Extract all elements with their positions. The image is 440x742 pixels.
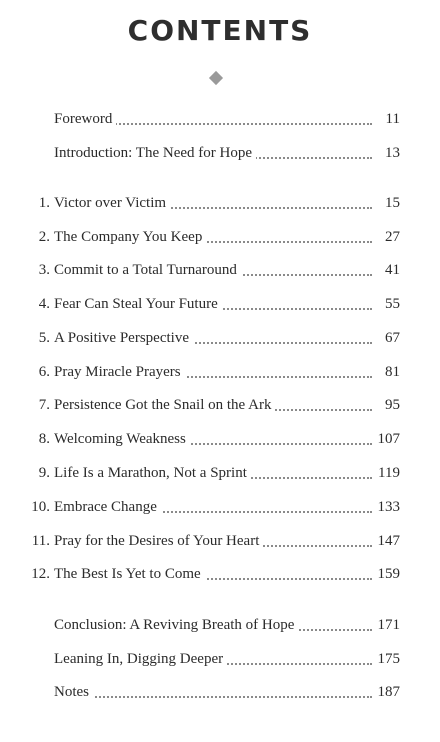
- chapter-number: 4.: [38, 296, 50, 312]
- chapter-number: 7.: [38, 397, 50, 413]
- entry-title: Conclusion: A Reviving Breath of Hope: [54, 614, 298, 636]
- entry-title: Persistence Got the Snail on the Ark: [54, 394, 275, 416]
- chapter-number: 2.: [38, 229, 50, 245]
- page-number: 15: [385, 195, 400, 211]
- toc-entry: [0, 648, 440, 670]
- entry-title: Pray Miracle Prayers: [54, 361, 185, 383]
- page-number: 95: [385, 397, 400, 413]
- chapter-number: 8.: [38, 431, 50, 447]
- chapter-number: 3.: [38, 262, 50, 278]
- entry-title: Commit to a Total Turnaround: [54, 259, 241, 281]
- entry-title: Leaning In, Digging Deeper: [54, 648, 227, 670]
- entry-title: Embrace Change: [54, 496, 161, 518]
- entry-title: Fear Can Steal Your Future: [54, 293, 222, 315]
- page-number: 107: [377, 431, 400, 447]
- toc-entry: [0, 192, 440, 214]
- toc-entry: [0, 226, 440, 248]
- page-number: 133: [377, 499, 400, 515]
- toc-entry: [0, 530, 440, 552]
- chapter-number: 12.: [31, 566, 50, 582]
- chapter-number: 5.: [38, 330, 50, 346]
- page-number: 41: [385, 262, 400, 278]
- chapter-number: 10.: [31, 499, 50, 515]
- toc-entry: [0, 361, 440, 383]
- page-number: 159: [377, 566, 400, 582]
- toc-entry: [0, 327, 440, 349]
- toc-entry: [0, 108, 440, 130]
- toc-entry: [0, 259, 440, 281]
- entry-title: A Positive Perspective: [54, 327, 193, 349]
- diamond-ornament-icon: [209, 71, 223, 85]
- entry-title: Notes: [54, 681, 93, 703]
- entry-title: Life Is a Marathon, Not a Sprint: [54, 462, 251, 484]
- toc-entry: [0, 614, 440, 636]
- entry-title: Pray for the Desires of Your Heart: [54, 530, 263, 552]
- page-number: 67: [385, 330, 400, 346]
- entry-title: Victor over Victim: [54, 192, 170, 214]
- chapter-number: 11.: [31, 533, 50, 549]
- toc-entry: [0, 394, 440, 416]
- entry-title: The Company You Keep: [54, 226, 206, 248]
- page-number: 175: [377, 651, 400, 667]
- toc-entry: [0, 142, 440, 164]
- page-number: 11: [385, 111, 400, 127]
- chapter-number: 6.: [38, 364, 50, 380]
- toc-entry: [0, 681, 440, 703]
- page-number: 81: [385, 364, 400, 380]
- page-number: 171: [377, 617, 400, 633]
- entry-title: The Best Is Yet to Come: [54, 563, 205, 585]
- chapter-number: 9.: [38, 465, 50, 481]
- page-number: 13: [385, 145, 400, 161]
- page-number: 119: [378, 465, 400, 481]
- toc-entry: [0, 462, 440, 484]
- entry-title: Introduction: The Need for Hope: [54, 142, 256, 164]
- page-number: 187: [377, 684, 400, 700]
- toc-entry: [0, 563, 440, 585]
- toc-entry: [0, 428, 440, 450]
- page-number: 55: [385, 296, 400, 312]
- entry-title: Foreword: [54, 108, 116, 130]
- page-number: 147: [377, 533, 400, 549]
- page-title: CONTENTS: [127, 14, 313, 47]
- dot-leader: [60, 696, 372, 698]
- entry-title: Welcoming Weakness: [54, 428, 190, 450]
- chapter-number: 1.: [38, 195, 50, 211]
- toc-entry: [0, 496, 440, 518]
- toc-entry: [0, 293, 440, 315]
- page-number: 27: [385, 229, 400, 245]
